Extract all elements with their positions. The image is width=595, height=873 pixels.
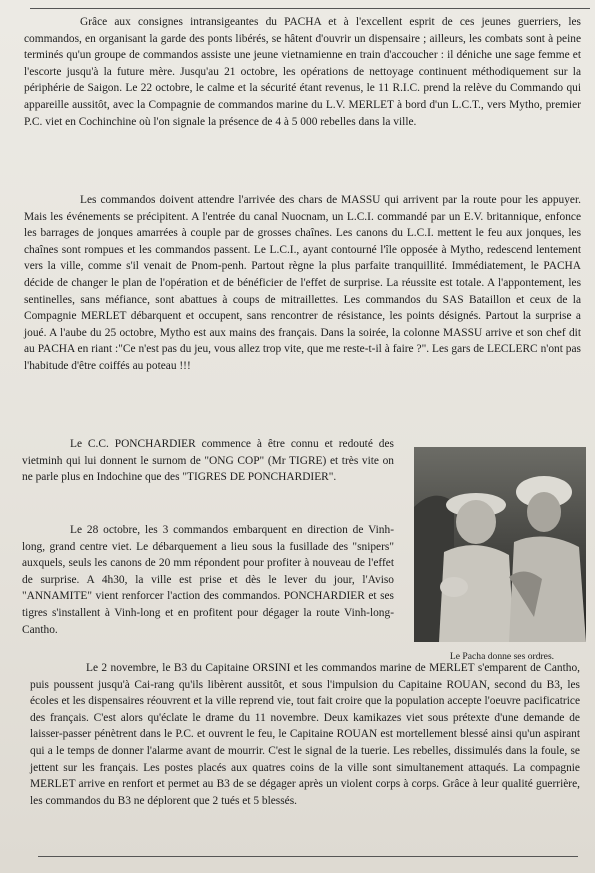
top-rule [30,8,590,9]
paragraph-3: Le C.C. PONCHARDIER commence à être connu et redouté des vietminh qui lui donnent le surnom de "ONG COP" (Mr TIGRE) et très vite on ne parle plus en Indochine que des "TIGRES DE PONCHARDIER". [22,438,394,484]
photo-caption: Le Pacha donne ses ordres. [449,651,555,662]
paragraph-5: Le 2 novembre, le B3 du Capitaine ORSINI et les commandos marine de MERLET s'emparent de Cantho, puis poussent jusqu'à Cai-rang qu'ils libèrent aussitôt, et sous l'impulsion du Capitaine ROUAN, second du B3, les écoles et les dispensaires réouvrent et la ville reprend vie, tout fait croire que la population accepte l'oeuvre pacificatrice des français. C'est alors qu'éclate le drame du 11 novembre. Deux kamikazes viet sous prétexte d'une demande de laisser-passer pénètrent dans le P.C. et ouvrent le feu, le Capitaine ROUAN est mortellement blessé ainsi qu'un aspirant qui a le temps de donner l'alarme avant de mourrir. C'est le signal de la tuerie. Les rebelles, dissimulés dans la foule, se jettent sur les français. Les postes placés aux quatres coins de la ville sont simultanement attaqués. La compagnie MERLET arrive en renfort et permet au B3 de se dégager après un violent corps à corps. Grâce à leur qualité guerrière, les commandos du B3 ne déplorent que 2 tués et 5 blessés. [30,662,580,807]
paragraph-1: Grâce aux consignes intransigeantes du PACHA et à l'excellent esprit de ces jeunes guerriers, les commandos, en organisant la garde des ponts libérés, se hâtent d'ouvrir un dispensaire ; ailleurs, les combats sont à peine terminés qu'un groupe de commandos assiste une jeune vietnamienne en train d'accoucher : il déniche une sage femme et l'escorte jusqu'à la future mère. Jusqu'au 21 octobre, les opérations de nettoyage continuent méthodiquement sur la périphérie de Saigon. Le 22 octobre, le calme et la sécurité étant revenus, le 11 R.I.C. prend la relève du Commando qui appareille aussitôt, avec la Compagnie de commandos marine du L.V. MERLET à bord d'un L.C.T., vers Mytho, premier P.C. viet en Cochinchine où l'on signale la présence de 4 à 5 000 rebelles dans la ville. [24,16,581,128]
photo-pacha [414,447,586,642]
bottom-rule [38,856,578,857]
paragraph-4: Le 28 octobre, les 3 commandos embarquent en direction de Vinh-long, grand centre viet. Le débarquement a lieu sous la fusillade des "snipers" auxquels, seuls les canons de 20 mm répondent pour profiter à nouveau de l'effet de surprise. A 4h30, la ville est prise et dès le lever du jour, l'Aviso "ANNAMITE" vient renforcer l'action des commandos. PONCHARDIER et ses tigres s'installent à Vinh-long et en profitent pour dégager la route Vinh-long-Cantho. [22,524,394,636]
photo-image [414,447,586,642]
paragraph-2: Les commandos doivent attendre l'arrivée des chars de MASSU qui arrivent par la route pour les appuyer. Mais les événements se précipitent. A l'entrée du canal Nuocnam, un L.C.I. commandé par un E.V. britannique, enfonce les barrages de jonques amarrées à couple par de grosses chaînes. Les canons du L.C.I. mettent le feu aux jonques, les chaînes sont rompues et les commandos passent. Le L.C.I., ayant contourné l'île opposée à Mytho, redescend lentement vers la ville, comme s'il venait de Pnom-penh. Partout règne la plus parfaite tranquillité. Immédiatement, le PACHA décide de changer le plan de l'opération et de bénéficier de l'effet de surprise. La réussite est totale. A l'appontement, les sentinelles, sans méfiance, sont abattues à coups de mitraillettes. Les commandos du SAS Bataillon et ceux de la Compagnie MERLET débarquent et occupent, sans rencontrer de résistance, les points désignés. Partout la surprise a joué. A l'aube du 25 octobre, Mytho est aux mains des français. Dans la soirée, la colonne MASSU arrive et son chef dit au PACHA en riant :"Ce n'est pas du jeu, vous allez trop vite, que me reste-t-il à faire ?". Les gars de LECLERC n'ont pas l'habitude d'être coiffés au poteau !!! [24,194,581,372]
